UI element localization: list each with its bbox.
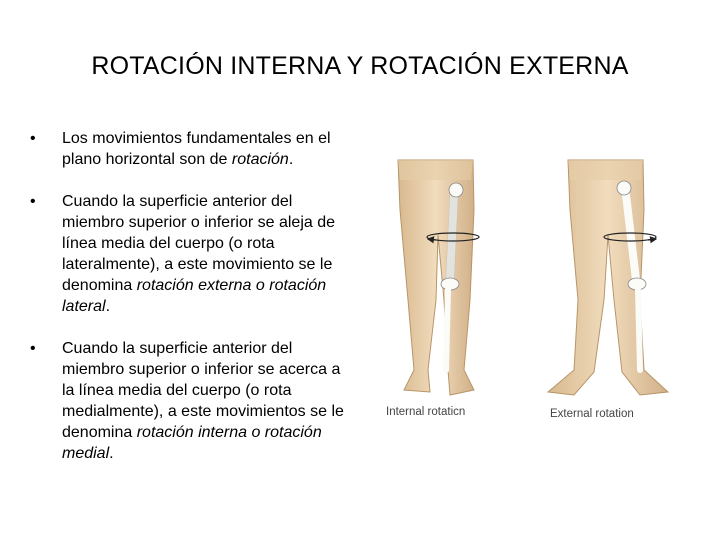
bullet-text-part: . bbox=[109, 445, 114, 462]
bullet-text-part: Los movimientos fundamentales en el plano horizontal son de bbox=[62, 130, 331, 168]
external-rotation-legs bbox=[548, 160, 668, 395]
legs-illustration bbox=[378, 140, 698, 430]
bullet-text-part: . bbox=[105, 298, 111, 315]
bullet-text-part: Cuando la superficie anterior del miembro superior o inferior se aleja de línea media del cuerpo (o rota lateralmente), a este movimiento se le denomina bbox=[62, 193, 336, 294]
bullet-text bbox=[62, 191, 347, 317]
bullet-item bbox=[30, 128, 360, 170]
bullet-marker: • bbox=[30, 130, 36, 147]
bullet-item bbox=[30, 338, 360, 464]
bullet-list bbox=[30, 128, 360, 464]
external-rotation-caption: External rotation bbox=[550, 408, 634, 420]
bullet-emphasis: rotación interna o rotación medial bbox=[62, 424, 322, 462]
bullet-text bbox=[62, 338, 347, 464]
bullet-emphasis: rotación bbox=[231, 151, 289, 168]
internal-rotation-legs bbox=[398, 160, 479, 395]
bullet-text-part: Cuando la superficie anterior del miembro superior o inferior se acerca a la línea media del cuerpo (o rota medialmente), a este movimientos se le denomina bbox=[62, 340, 344, 441]
bullet-text bbox=[62, 128, 347, 170]
legs-rotation-figure bbox=[378, 140, 698, 430]
internal-rotation-caption: Internal rotaticn bbox=[386, 406, 466, 418]
bullet-text-part: . bbox=[288, 151, 294, 168]
bullet-marker: • bbox=[30, 193, 36, 210]
bullet-emphasis: rotación externa o rotación lateral bbox=[62, 277, 327, 315]
bullet-item bbox=[30, 191, 360, 317]
bullet-marker: • bbox=[30, 340, 36, 357]
slide-title: ROTACIÓN INTERNA Y ROTACIÓN EXTERNA bbox=[91, 52, 629, 80]
